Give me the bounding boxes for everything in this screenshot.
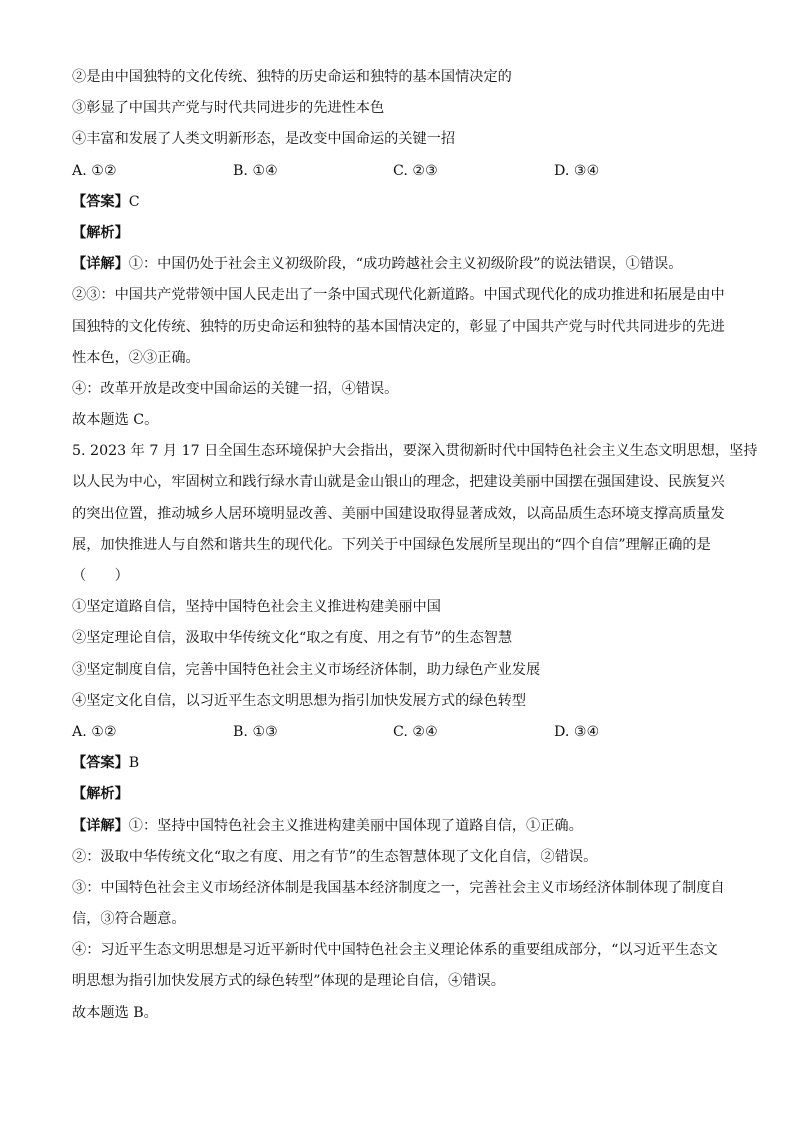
q4-option-d: D. ③④ [554, 162, 600, 179]
q4-detail-2-line-2: 国独特的文化传统、独特的历史命运和独特的基本国情决定的，彰显了中国共产党与时代共同进步的先进 [72, 318, 725, 335]
q4-options [72, 156, 728, 187]
q4-analysis-label: 【解析】 [72, 224, 129, 241]
q4-item-3: ③彰显了中国共产党与时代共同进步的先进性本色 [72, 100, 385, 117]
q5-option-b: B. ①③ [233, 723, 278, 740]
q5-item-4: ④坚定文化自信，以习近平生态文明思想为指引加快发展方式的绿色转型 [72, 692, 527, 709]
q5-options [72, 717, 728, 748]
q5-option-c: C. ②④ [393, 723, 438, 740]
q5-answer [72, 748, 728, 779]
q4-option-b: B. ①④ [233, 162, 278, 179]
q5-option-d: D. ③④ [554, 723, 600, 740]
q5-option-a: A. ①② [72, 723, 117, 740]
q5-detail-3-line-1: ③：中国特色社会主义市场经济体制是我国基本经济制度之一，完善社会主义市场经济体制体现了制度自 [72, 879, 725, 896]
detail-text: ①：坚持中国特色社会主义推进构建美丽中国体现了道路自信，①正确。 [128, 817, 583, 834]
q5-analysis-label: 【解析】 [72, 786, 129, 803]
q5-item-3: ③坚定制度自信，完善中国特色社会主义市场经济体制，助力绿色产业发展 [72, 661, 541, 678]
q4-item-4: ④丰富和发展了人类文明新形态，是改变中国命运的关键一招 [72, 131, 456, 148]
q4-detail-2-line-3: 性本色，②③正确。 [72, 349, 200, 366]
q5-item-1: ①坚定道路自信，坚持中国特色社会主义推进构建美丽中国 [72, 599, 441, 616]
detail-label: 【详解】 [72, 817, 129, 834]
detail-text: ①：中国仍处于社会主义初级阶段，“成功跨越社会主义初级阶段”的说法错误，①错误。 [128, 256, 683, 273]
answer-value: B [128, 755, 140, 772]
q5-detail-1 [72, 811, 728, 842]
q4-option-c: C. ②③ [393, 162, 438, 179]
answer-value: C [128, 193, 140, 210]
q5-stem-line-1: 5. 2023 年 7 月 17 日全国生态环境保护大会指出，要深入贯彻新时代中国特色社会主义生态文明思想，坚持 [72, 443, 758, 460]
answer-label: 【答案】 [72, 193, 129, 210]
q4-detail-3: ④：改革开放是改变中国命运的关键一招，④错误。 [72, 380, 399, 397]
q5-conclusion: 故本题选 B。 [72, 1004, 158, 1021]
document-page [72, 62, 758, 1029]
q5-stem-line-4: 展，加快推进人与自然和谐共生的现代化。下列关于中国绿色发展所呈现出的“四个自信”理解正确的是 [72, 536, 711, 553]
q5-stem-line-5: （ ） [72, 568, 129, 584]
q4-item-2: ②是由中国独特的文化传统、独特的历史命运和独特的基本国情决定的 [72, 69, 512, 85]
q5-stem-line-2: 以人民为中心，牢固树立和践行绿水青山就是金山银山的理念，把建设美丽中国摆在强国建设、民族复兴 [72, 474, 725, 491]
q5-detail-3-line-2: 信，③符合题意。 [72, 911, 186, 928]
q5-detail-4-line-1: ④：习近平生态文明思想是习近平新时代中国特色社会主义理论体系的重要组成部分，“以习近平生态文 [72, 942, 718, 959]
q4-detail-2-line-1: ②③：中国共产党带领中国人民走出了一条中国式现代化新道路。中国式现代化的成功推进和拓展是由中 [72, 287, 725, 304]
q5-detail-2: ②：汲取中华传统文化“取之有度、用之有节”的生态智慧体现了文化自信，②错误。 [72, 848, 598, 865]
q4-option-a: A. ①② [72, 162, 117, 179]
q4-answer [72, 187, 728, 218]
q5-detail-4-line-2: 明思想为指引加快发展方式的绿色转型”体现的是理论自信，④错误。 [72, 973, 505, 990]
q4-detail-1 [72, 249, 728, 280]
q4-conclusion: 故本题选 C。 [72, 412, 159, 429]
q5-item-2: ②坚定理论自信，汲取中华传统文化“取之有度、用之有节”的生态智慧 [72, 630, 513, 647]
q5-stem-line-3: 的突出位置，推动城乡人居环境明显改善、美丽中国建设取得显著成效，以高品质生态环境支撑高质量发 [72, 505, 725, 522]
detail-label: 【详解】 [72, 256, 129, 273]
answer-label: 【答案】 [72, 755, 129, 772]
